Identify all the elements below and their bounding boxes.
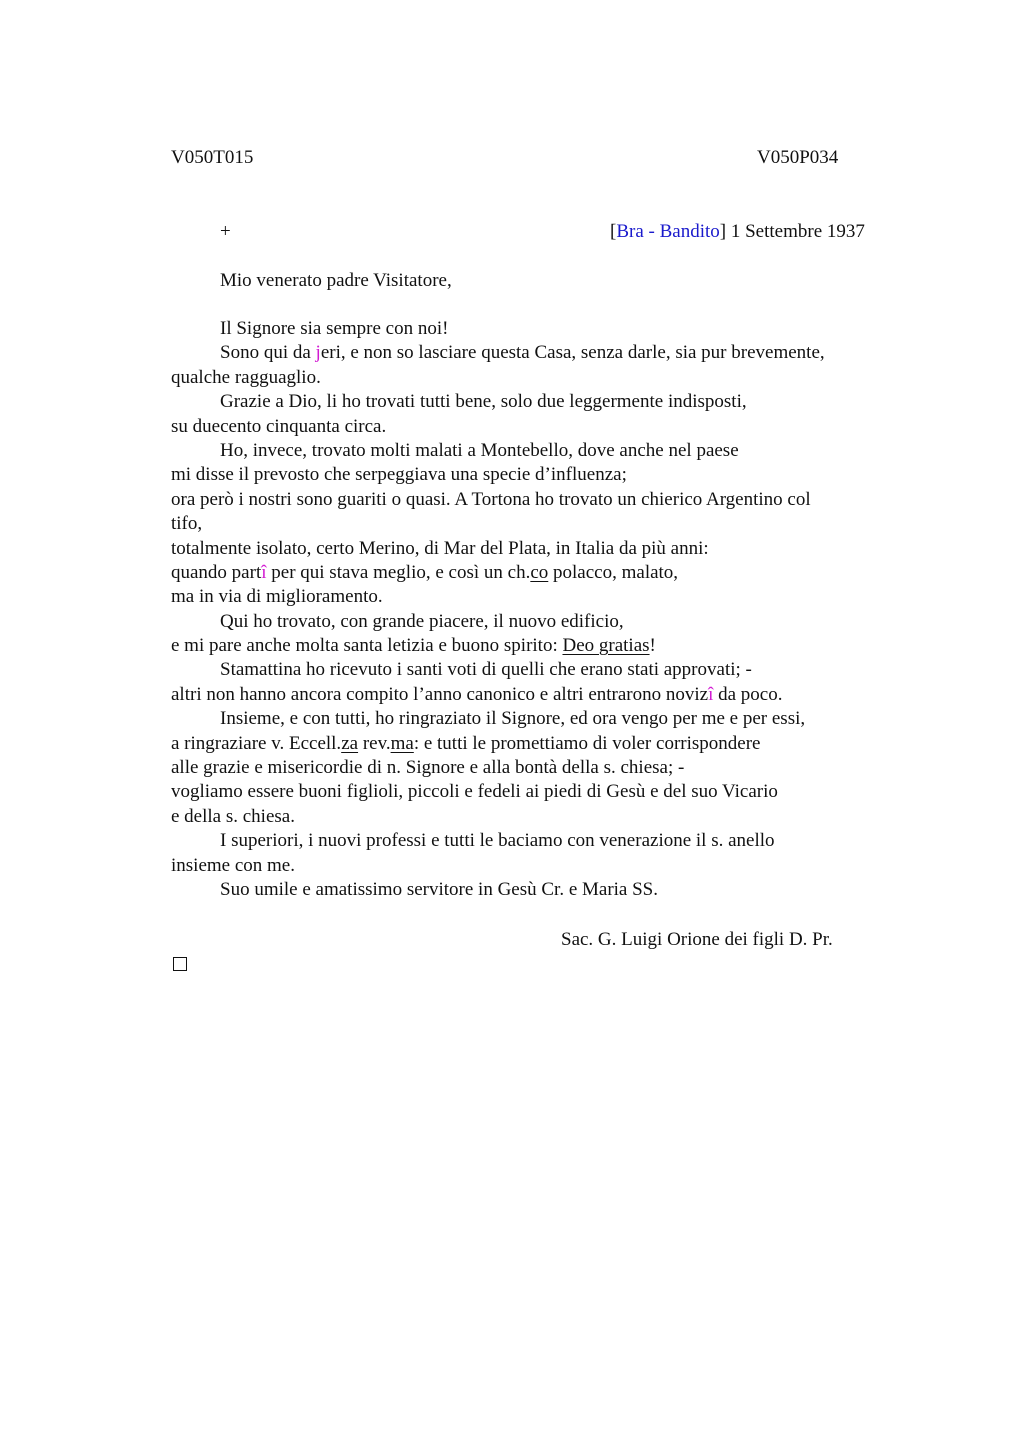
paragraph-line: ma in via di miglioramento. [171, 586, 383, 608]
cross-symbol: + [220, 221, 231, 242]
paragraph-line: mi disse il prevosto che serpeggiava una specie d’influenza; [171, 464, 627, 486]
paragraph-line: e della s. chiesa. [171, 805, 295, 827]
editorial-mark: î [261, 561, 267, 583]
document-code-left: V050T015 [171, 147, 254, 168]
paragraph-line: alle grazie e misericordie di n. Signore e alla bontà della s. chiesa; - [171, 757, 685, 779]
paragraph-line: Sono qui da jeri, e non so lasciare questa Casa, senza darle, sia pur brevemente, [220, 342, 825, 364]
paragraph-line: e mi pare anche molta santa letizia e buono spirito: Deo gratias! [171, 635, 656, 657]
bracket-close: ] [719, 221, 727, 242]
bracket-open: [ [610, 221, 617, 242]
abbreviation-superscript: za [341, 732, 359, 754]
paragraph-line: vogliamo essere buoni figlioli, piccoli e fedeli ai piedi di Gesù e del suo Vicario [171, 781, 778, 803]
paragraph-line: a ringraziare v. Eccell.za rev.ma: e tutti le promettiamo di voler corrispondere [171, 732, 761, 754]
editorial-mark: î [708, 683, 714, 705]
letter-body [171, 317, 891, 902]
underlined-phrase: Deo gratias [562, 635, 650, 657]
paragraph-line: Qui ho trovato, con grande piacere, il nuovo edificio, [220, 610, 624, 632]
paragraph-line: Stamattina ho ricevuto i santi voti di quelli che erano stati approvati; - [220, 659, 752, 681]
signature: Sac. G. Luigi Orione dei figli D. Pr. [561, 929, 833, 950]
closing-line: Suo umile e amatissimo servitore in Gesù Cr. e Maria SS. [220, 878, 659, 900]
paragraph-line: Insieme, e con tutti, ho ringraziato il Signore, ed ora vengo per me e per essi, [220, 708, 806, 730]
paragraph-line: su duecento cinquanta circa. [171, 415, 387, 437]
salutation: Mio venerato padre Visitatore, [220, 270, 452, 291]
letter-date: 1 Settembre 1937 [726, 221, 865, 242]
end-of-document-box-icon [173, 957, 187, 971]
paragraph-line: ora però i nostri sono guariti o quasi. A Tortona ho trovato un chierico Argentino col [171, 488, 811, 510]
editorial-mark: j [315, 342, 321, 364]
document-code-right: V050P034 [757, 147, 839, 168]
paragraph-line: Ho, invece, trovato molti malati a Montebello, dove anche nel paese [220, 439, 739, 461]
paragraph-line: Grazie a Dio, li ho trovati tutti bene, solo due leggermente indisposti, [220, 391, 747, 413]
paragraph-line: qualche ragguaglio. [171, 366, 321, 388]
paragraph-line: altri non hanno ancora compito l’anno canonico e altri entrarono novizî da poco. [171, 683, 783, 705]
paragraph-line: insieme con me. [171, 854, 295, 876]
dateline [610, 220, 865, 244]
paragraph-line: tifo, [171, 513, 203, 535]
paragraph-line: I superiori, i nuovi professi e tutti le baciamo con venerazione il s. anello [220, 830, 775, 852]
paragraph-line: totalmente isolato, certo Merino, di Mar del Plata, in Italia da più anni: [171, 537, 709, 559]
blessing-line: Il Signore sia sempre con noi! [220, 318, 449, 339]
abbreviation-superscript: co [530, 561, 549, 583]
paragraph-line: quando partî per qui stava meglio, e così un ch.co polacco, malato, [171, 561, 679, 583]
abbreviation-superscript: ma [390, 732, 414, 754]
place-name: Bra - Bandito [616, 221, 720, 242]
